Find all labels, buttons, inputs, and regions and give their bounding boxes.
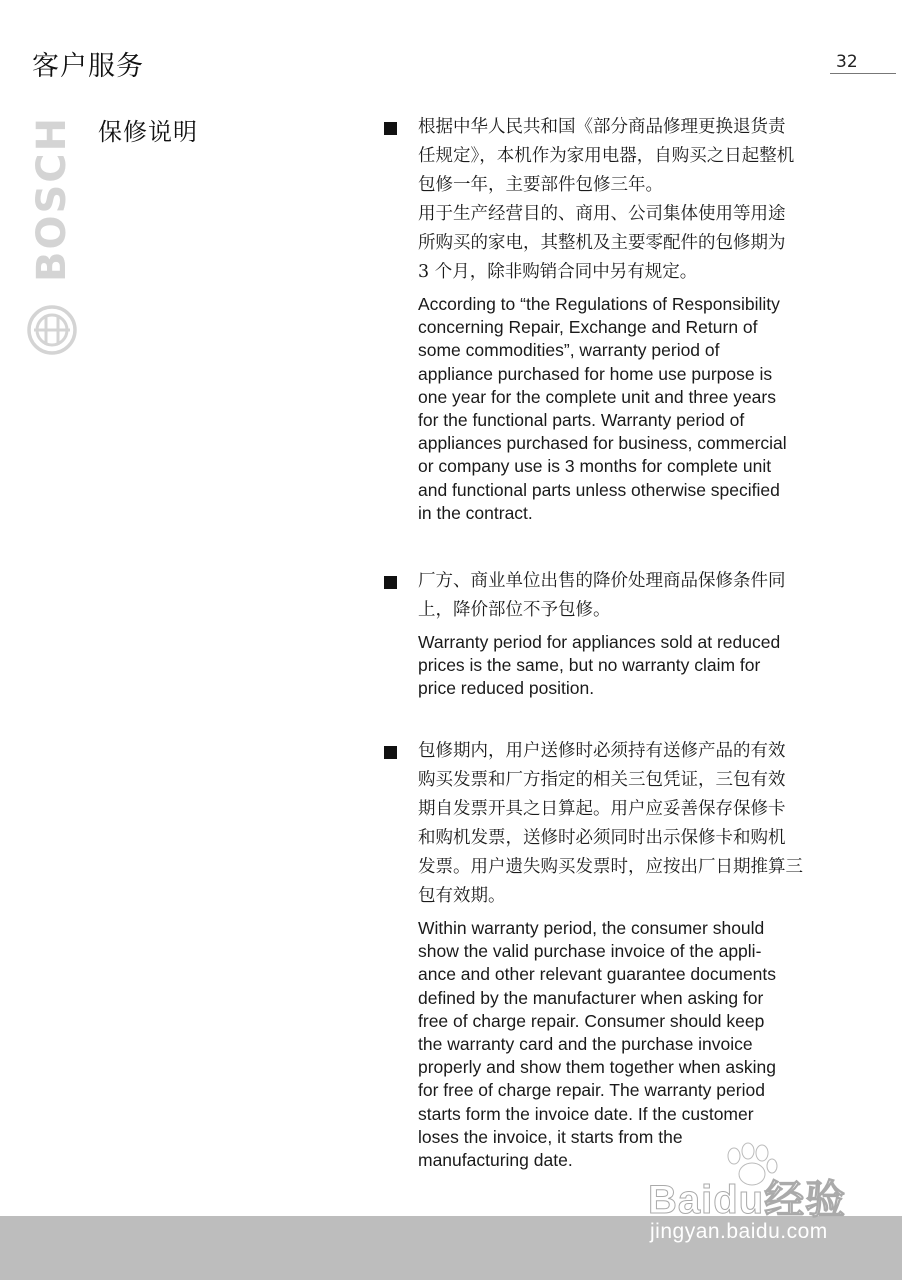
bullet-square-icon [384, 746, 397, 759]
bullet-square-icon [384, 122, 397, 135]
section-heading: 保修说明 [98, 118, 198, 146]
list-item [384, 737, 834, 1172]
item-text-en: According to “the Regulations of Responsibility concerning Repair, Exchange and Return of some commodities”, warranty period of appliance purchased for home use purpose is one year for the complete unit and three years for the functional parts. Warranty period of appliances purchased for business, commercial or company use is 3 months for complete unit and functional parts unless otherwise specified in the contract. [418, 294, 787, 523]
item-text-en: Warranty period for appliances sold at reduced prices is the same, but no warranty claim for price reduced position. [418, 632, 781, 699]
item-text-en: Within warranty period, the consumer should show the valid purchase invoice of the appli- ance and other relevant guarantee documents defined by the manufacturer when asking for free of charge repair. Consumer should keep the warranty card and the purchase invoice properly and show them together when asking for free of charge repair. The warranty period starts form the invoice date. If the customer loses the invoice, it starts from the manufacturing date. [418, 918, 777, 1171]
brand-wordmark: BOSCH [29, 115, 75, 283]
page-number-rule [830, 73, 896, 74]
bullet-square-icon [384, 576, 397, 589]
page-number: 32 [836, 52, 858, 72]
watermark-logo: Baidu经验 [648, 1178, 847, 1222]
page-title: 客户服务 [32, 51, 144, 82]
watermark [636, 1142, 876, 1252]
watermark-url: jingyan.baidu.com [650, 1220, 828, 1243]
list-item [384, 113, 834, 525]
bosch-armature-icon [26, 304, 78, 356]
item-text-cn: 厂方、商业单位出售的降价处理商品保修条件同 上，降价部位不予包修。 [418, 571, 786, 620]
item-text-cn: 包修期内，用户送修时必须持有送修产品的有效 购买发票和厂方指定的相关三包凭证，三包有效 期自发票开具之日算起。用户应妥善保存保修卡 和购机发票，送修时必须同时出示保修卡和购机 发票。用户遗失购买发票时，应按出厂日期推算三 包有效期。 [418, 741, 803, 906]
list-item [384, 567, 834, 701]
item-text-cn: 根据中华人民共和国《部分商品修理更换退货责 任规定》，本机作为家用电器，自购买之日起整机 包修一年，主要部件包修三年。 用于生产经营目的、商用、公司集体使用等用途 所购买的家电，其整机及主要零配件的包修期为 3 个月，除非购销合同中另有规定。 [418, 117, 795, 282]
